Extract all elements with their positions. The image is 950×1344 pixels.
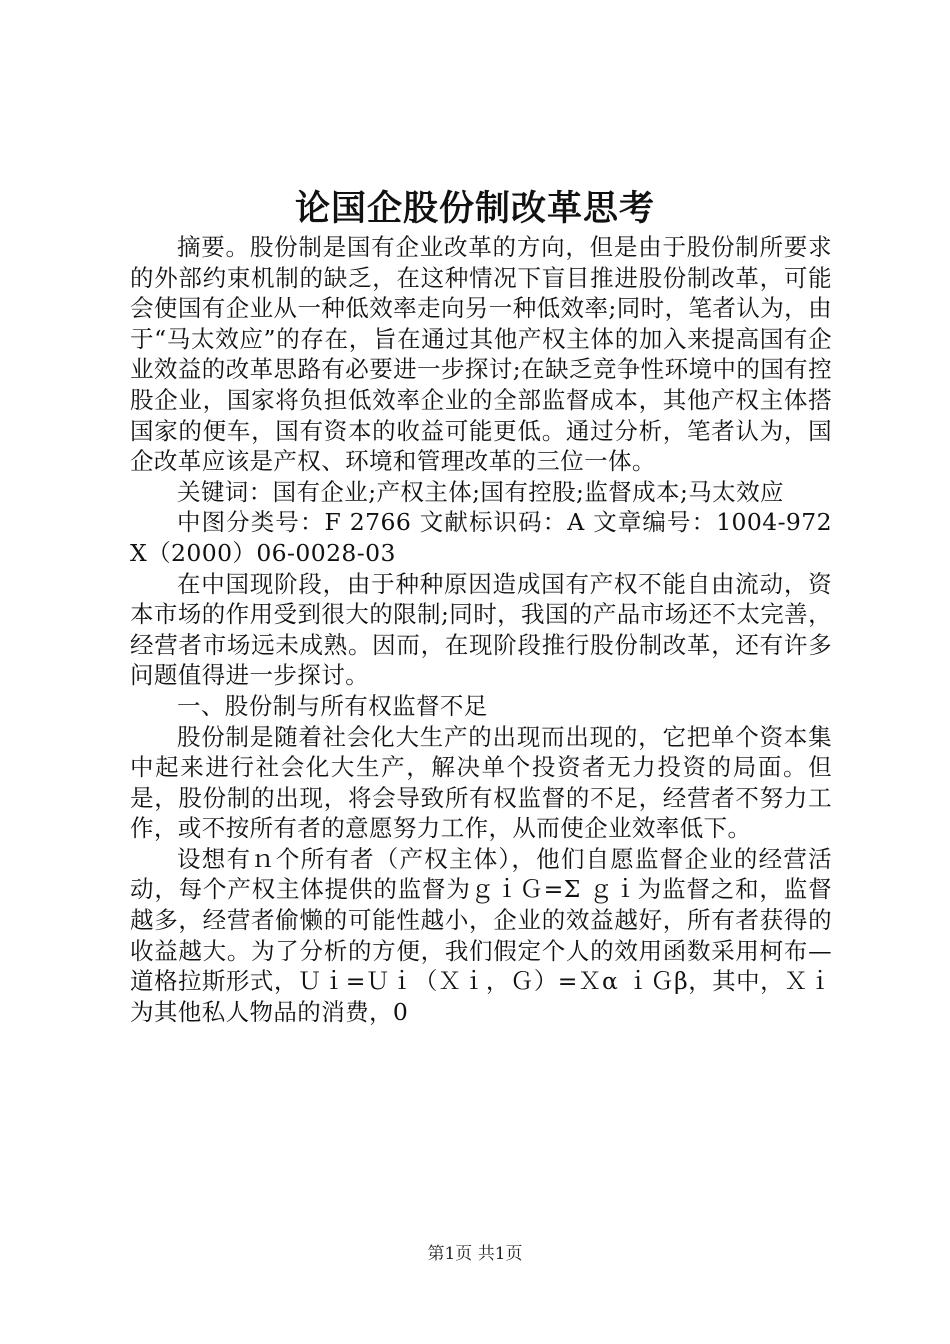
body-paragraph: 在中国现阶段，由于种种原因造成国有产权不能自由流动，资本市场的作用受到很大的限制;同时，我国的产品市场还不太完善，经营者市场远未成熟。因而，在现阶段推行股份制改革，还有许多问题值得进一步探讨。: [130, 569, 832, 690]
document-body: [130, 232, 832, 1027]
section-heading: 一、股份制与所有权监督不足: [177, 691, 488, 720]
document-title: 论国企股份制改革思考: [294, 188, 655, 229]
body-paragraph: 股份制是随着社会化大生产的出现而出现的，它把单个资本集中起来进行社会化大生产，解决单个投资者无力投资的局面。但是，股份制的出现，将会导致所有权监督的不足，经营者不努力工作，或不按所有者的意愿努力工作，从而使企业效率低下。: [130, 722, 832, 843]
body-paragraph: 设想有ｎ个所有者（产权主体），他们自愿监督企业的经营活动，每个产权主体提供的监督为ｇｉＧ=Σ ｇｉ为监督之和，监督越多，经营者偷懒的可能性越小，企业的效益越好，所有者获得的收益越大。为了分析的方便，我们假定个人的效用函数采用柯布—道格拉斯形式，Ｕｉ=Ｕｉ（Ｘｉ，Ｇ）=Ｘα ｉＧβ，其中，Ｘｉ为其他私人物品的消费，0: [130, 844, 832, 1026]
page-footer: 第1页 共1页: [427, 1244, 523, 1264]
classification-paragraph: 中图分类号：F 2766 文献标识码：A 文章编号：1004-972X（2000）06-0028-03: [130, 508, 832, 567]
abstract-paragraph: 摘要。股份制是国有企业改革的方向，但是由于股份制所要求的外部约束机制的缺乏，在这种情况下盲目推进股份制改革，可能会使国有企业从一种低效率走向另一种低效率;同时，笔者认为，由于“马太效应”的存在，旨在通过其他产权主体的加入来提高国有企业效益的改革思路有必要进一步探讨;在缺乏竞争性环境中的国有控股企业，国家将负担低效率企业的全部监督成本，其他产权主体搭国家的便车，国有资本的收益可能更低。通过分析，笔者认为，国企改革应该是产权、环境和管理改革的三位一体。: [130, 233, 832, 476]
keywords-paragraph: 关键词：国有企业;产权主体;国有控股;监督成本;马太效应: [177, 477, 784, 506]
